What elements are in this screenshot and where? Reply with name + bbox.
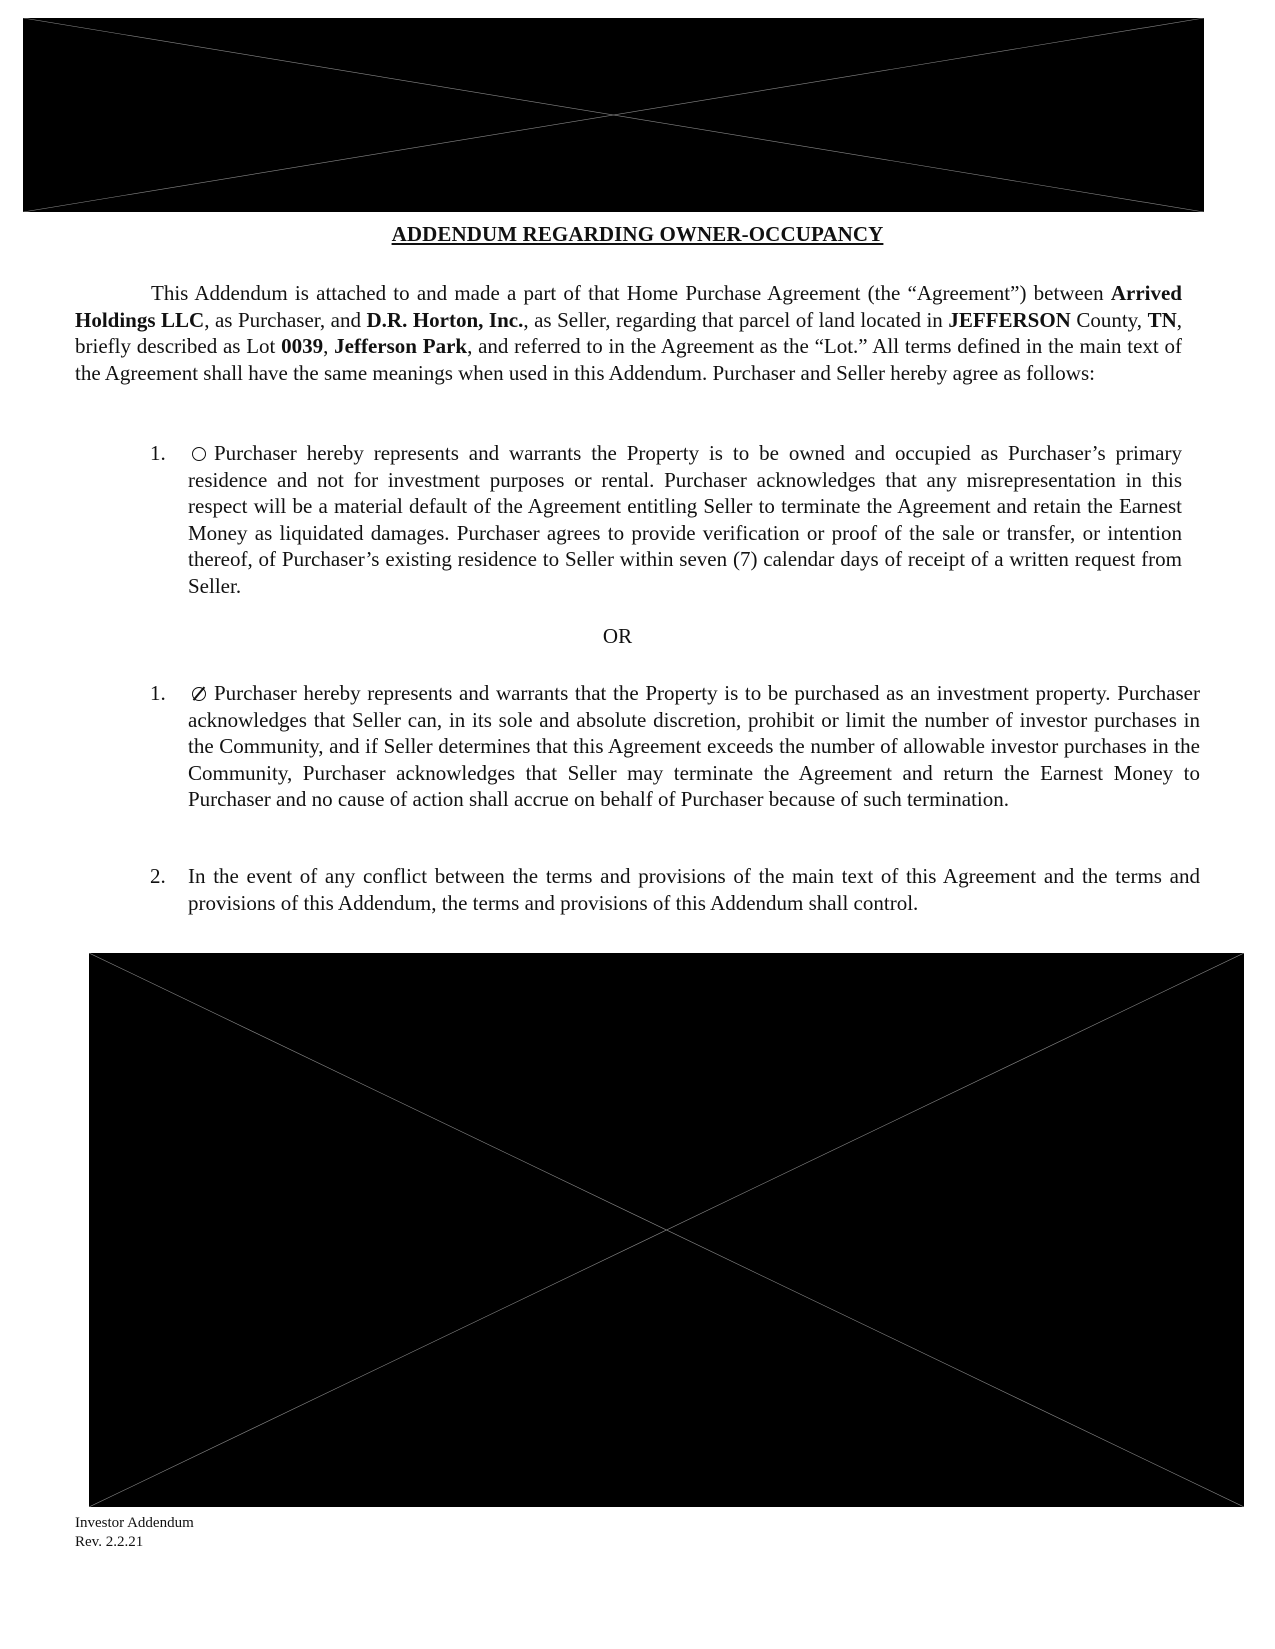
clause-number: 1.: [150, 441, 166, 465]
intro-text: , briefly described as Lot: [75, 307, 1182, 358]
or-separator: OR: [602, 624, 633, 648]
owner-occupancy-radio[interactable]: [192, 447, 206, 461]
clause-investment-property: [150, 680, 1200, 813]
document-title: ADDENDUM REGARDING OWNER-OCCUPANCY: [391, 222, 884, 246]
investment-property-radio[interactable]: [192, 687, 206, 701]
clause-number: 1.: [150, 681, 166, 705]
intro-text: ,: [323, 334, 335, 358]
footer-form-name: Investor Addendum: [75, 1515, 194, 1531]
intro-text: This Addendum is attached to and made a part of that Home Purchase Agreement (the “Agreement”) between: [151, 281, 1111, 305]
intro-text: , as Purchaser, and: [204, 307, 367, 332]
redacted-header-block: [23, 18, 1204, 212]
intro-text: , and referred to in the Agreement as the “Lot.” All terms defined in the main text of the Agreement shall have the same meanings when used in this Addendum. Purchaser and Seller hereby agree as follows:: [75, 334, 1182, 385]
clause-text: Purchaser hereby represents and warrants that the Property is to be purchased as an investment property. Purchaser acknowledges that Seller can, in its sole and absolute discretion, prohibit or limit the number of investor purchases in the Community, and if Seller determines that this Agreement exceeds the number of allowable investor purchases in the Community, Purchaser acknowledges that Seller may terminate the Agreement and return the Earnest Money to Purchaser and no cause of action shall accrue on behalf of Purchaser because of such termination.: [188, 681, 1200, 811]
intro-text: County,: [1070, 307, 1148, 332]
clause-text: Purchaser hereby represents and warrants the Property is to be owned and occupied as Purchaser’s primary residence and not for investment purposes or rental. Purchaser acknowledges that any misrepresentation in this respect will be a material default of the Agreement entitling Seller to terminate the Agreement and retain the Earnest Money as liquidated damages. Purchaser agrees to provide verification or proof of the sale or transfer, or intention thereof, of Purchaser’s existing residence to Seller within seven (7) calendar days of receipt of a written request from Seller.: [188, 441, 1182, 598]
clause-number: 2.: [150, 864, 166, 888]
subdivision-name: Jefferson Park: [334, 334, 468, 358]
clause-owner-occupancy: [150, 440, 1182, 599]
redacted-signature-block: [89, 953, 1244, 1507]
footer-revision: Rev. 2.2.21: [75, 1534, 144, 1550]
county-name: JEFFERSON: [948, 307, 1071, 332]
document-footer: [75, 1514, 194, 1552]
clause-conflict: [150, 863, 1200, 916]
seller-name: D.R. Horton, Inc.: [366, 307, 524, 332]
intro-text: , as Seller, regarding that parcel of land located in: [523, 307, 949, 332]
intro-paragraph: [75, 280, 1182, 386]
lot-number: 0039: [281, 334, 324, 358]
purchaser-name: Arrived Holdings LLC: [75, 281, 1182, 332]
state-name: TN: [1147, 307, 1177, 332]
clause-text: In the event of any conflict between the terms and provisions of the main text of this Agreement and the terms and provisions of this Addendum, the terms and provisions of this Addendum shall control.: [188, 864, 1200, 915]
